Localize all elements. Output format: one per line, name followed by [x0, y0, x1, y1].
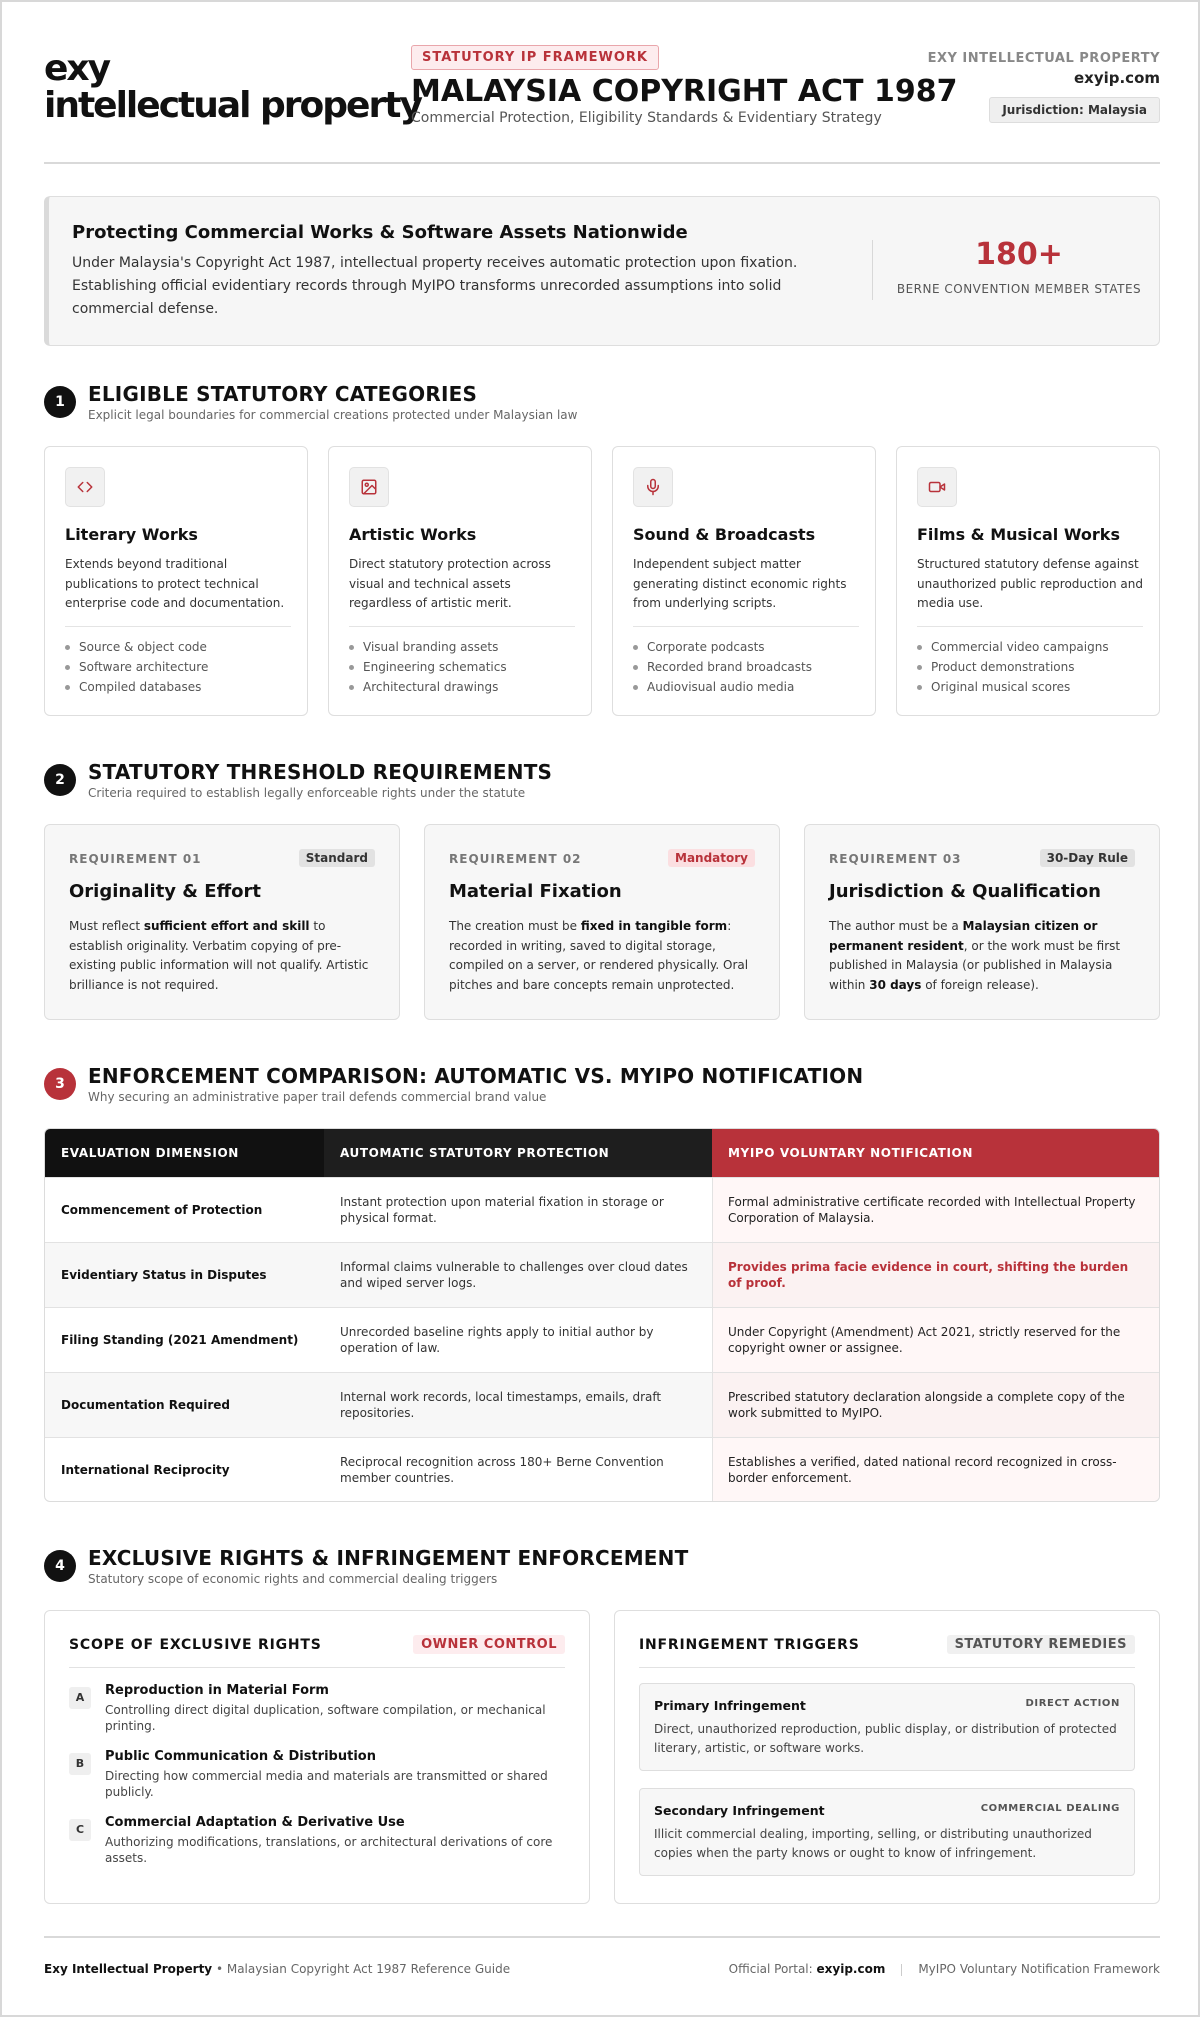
card-description: Structured statutory defense against unauthorized public reproduction and media use. [917, 557, 1144, 610]
table-cell: Internal work records, local timestamps, emails, draft repositories. [340, 1390, 662, 1420]
category-card-films [896, 446, 1160, 716]
card-list [65, 637, 208, 697]
section-subtitle: Statutory scope of economic rights and commercial dealing triggers [88, 1572, 498, 1586]
list-item: Commercial video campaigns [917, 637, 1109, 657]
table-cell: Documentation Required [61, 1398, 230, 1412]
requirement-card-originality [44, 824, 400, 1020]
list-item: Software architecture [65, 657, 208, 677]
requirement-description: The creation must be fixed in tangible form: recorded in writing, saved to digital storage, compiled on a server, or rendered physically. Oral pitches and bare concepts remain unprotected. [449, 919, 749, 992]
category-card-literary [44, 446, 308, 716]
requirement-title: Jurisdiction & Qualification [829, 881, 1101, 902]
right-item [69, 1683, 565, 1743]
table-cell: Under Copyright (Amendment) Act 2021, strictly reserved for the copyright owner or assignee. [728, 1325, 1121, 1355]
card-description: Direct statutory protection across visual and technical assets regardless of artistic merit. [349, 557, 551, 610]
table-cell: Provides prima facie evidence in court, shifting the burden of proof. [728, 1260, 1129, 1290]
footer-right [729, 1962, 1160, 1976]
requirement-cards [44, 824, 1160, 1020]
list-item: Source & object code [65, 637, 208, 657]
panel-divider [69, 1667, 565, 1668]
trigger-title: Primary Infringement [654, 1698, 806, 1713]
table-header: EVALUATION DIMENSION [45, 1129, 324, 1177]
item-letter: C [69, 1819, 91, 1841]
framework-tag: STATUTORY IP FRAMEWORK [411, 45, 659, 70]
requirement-label: REQUIREMENT 03 [829, 852, 962, 866]
trigger-description: Direct, unauthorized reproduction, public display, or distribution of protected literary, artistic, or software works. [654, 1722, 1117, 1755]
card-description: Independent subject matter generating distinct economic rights from underlying scripts. [633, 557, 847, 610]
logo-line-1: exy [44, 48, 110, 89]
intro-banner [44, 196, 1160, 346]
list-item: Visual branding assets [349, 637, 507, 657]
footer-guide-text: • Malaysian Copyright Act 1987 Reference Guide [212, 1962, 511, 1976]
card-description: Extends beyond traditional publications to protect technical enterprise code and documentation. [65, 557, 285, 610]
stat-label: BERNE CONVENTION MEMBER STATES [896, 282, 1142, 296]
footer-left [44, 1962, 510, 1976]
table-cell: Informal claims vulnerable to challenges over cloud dates and wiped server logs. [340, 1260, 688, 1290]
table-cell: Formal administrative certificate recorded with Intellectual Property Corporation of Malaysia. [728, 1195, 1136, 1225]
footer-portal-label: Official Portal: [728, 1962, 817, 1976]
requirement-label: REQUIREMENT 01 [69, 852, 202, 866]
logo-line-2: intellectual property [44, 85, 421, 126]
page-subtitle: Commercial Protection, Eligibility Standards & Evidentiary Strategy [411, 110, 882, 126]
code-icon [65, 467, 105, 507]
item-description: Authorizing modifications, translations, or architectural derivations of core assets. [105, 1835, 553, 1865]
list-item: Product demonstrations [917, 657, 1109, 677]
section-title: EXCLUSIVE RIGHTS & INFRINGEMENT ENFORCEMENT [88, 1546, 689, 1570]
panel-heading: INFRINGEMENT TRIGGERS [639, 1637, 860, 1653]
intro-divider [872, 240, 873, 300]
requirement-title: Originality & Effort [69, 881, 261, 902]
comparison-table [44, 1128, 1160, 1502]
table-row [45, 1242, 1160, 1307]
section-number: 4 [44, 1550, 76, 1582]
section-number: 3 [44, 1068, 76, 1100]
list-item: Original musical scores [917, 677, 1109, 697]
infringement-trigger [639, 1683, 1135, 1771]
item-description: Directing how commercial media and materials are transmitted or shared publicly. [105, 1769, 548, 1799]
item-letter: B [69, 1753, 91, 1775]
requirement-title: Material Fixation [449, 881, 622, 902]
table-cell: Reciprocal recognition across 180+ Berne Convention member countries. [340, 1455, 664, 1485]
table-row [45, 1307, 1160, 1372]
footer-framework-text: MyIPO Voluntary Notification Framework [918, 1962, 1160, 1976]
category-cards [44, 446, 1160, 716]
item-title: Commercial Adaptation & Derivative Use [105, 1815, 405, 1830]
requirement-description: The author must be a Malaysian citizen or permanent resident, or the work must be first published in Malaysia (or published in Malaysia within 30 days of foreign release). [829, 919, 1121, 992]
table-row [45, 1437, 1160, 1502]
infringement-trigger [639, 1788, 1135, 1876]
right-item [69, 1815, 565, 1875]
card-list [917, 637, 1109, 697]
panel-divider [639, 1667, 1135, 1668]
card-title: Artistic Works [349, 525, 477, 544]
table-row [45, 1177, 1160, 1242]
trigger-description: Illicit commercial dealing, importing, selling, or distributing unauthorized copies when the party knows or ought to know of infringement. [654, 1827, 1092, 1860]
exclusive-rights-panel [44, 1610, 590, 1904]
table-cell: Establishes a verified, dated national record recognized in cross-border enforcement. [728, 1455, 1117, 1485]
table-cell: Commencement of Protection [61, 1203, 263, 1217]
section-2-header [44, 762, 1160, 808]
item-title: Public Communication & Distribution [105, 1749, 376, 1764]
trigger-badge: DIRECT ACTION [1025, 1698, 1120, 1709]
header [44, 42, 1160, 164]
card-title: Literary Works [65, 525, 198, 544]
video-camera-icon [917, 467, 957, 507]
footer-portal-link[interactable]: exyip.com [816, 1962, 886, 1976]
section-3-header [44, 1066, 1160, 1112]
trigger-badge: COMMERCIAL DEALING [980, 1803, 1120, 1814]
section-subtitle: Explicit legal boundaries for commercial creations protected under Malaysian law [88, 408, 578, 422]
requirement-badge: 30-Day Rule [1040, 849, 1135, 867]
section-4-header [44, 1548, 1160, 1594]
section-title: ELIGIBLE STATUTORY CATEGORIES [88, 382, 478, 406]
category-card-sound [612, 446, 876, 716]
table-cell: Filing Standing (2021 Amendment) [61, 1333, 299, 1347]
card-divider [349, 626, 575, 627]
trigger-title: Secondary Infringement [654, 1803, 825, 1818]
requirement-badge: Standard [299, 849, 375, 867]
list-item: Compiled databases [65, 677, 208, 697]
section-number: 2 [44, 764, 76, 796]
right-item [69, 1749, 565, 1809]
requirement-card-fixation [424, 824, 780, 1020]
requirement-label: REQUIREMENT 02 [449, 852, 582, 866]
section-subtitle: Why securing an administrative paper trail defends commercial brand value [88, 1090, 547, 1104]
microphone-icon [633, 467, 673, 507]
footer-brand: Exy Intellectual Property [44, 1962, 213, 1976]
list-item: Audiovisual audio media [633, 677, 812, 697]
firm-website[interactable]: exyip.com [1073, 69, 1160, 87]
table-row [45, 1372, 1160, 1437]
card-title: Films & Musical Works [917, 525, 1120, 544]
table-cell: Prescribed statutory declaration alongside a complete copy of the work submitted to MyIPO. [728, 1390, 1125, 1420]
card-title: Sound & Broadcasts [633, 525, 816, 544]
section-subtitle: Criteria required to establish legally enforceable rights under the statute [88, 786, 526, 800]
card-divider [633, 626, 859, 627]
section-title: ENFORCEMENT COMPARISON: AUTOMATIC VS. MYIPO NOTIFICATION [88, 1064, 864, 1088]
infringement-panel [614, 1610, 1160, 1904]
list-item: Recorded brand broadcasts [633, 657, 812, 677]
table-header: AUTOMATIC STATUTORY PROTECTION [324, 1129, 712, 1177]
image-icon [349, 467, 389, 507]
table-cell: Evidentiary Status in Disputes [61, 1268, 267, 1282]
requirement-card-jurisdiction [804, 824, 1160, 1020]
card-list [349, 637, 507, 697]
logo [44, 48, 421, 126]
page-title: MALAYSIA COPYRIGHT ACT 1987 [411, 74, 958, 109]
firm-name: EXY INTELLECTUAL PROPERTY [927, 51, 1160, 66]
item-description: Controlling direct digital duplication, software compilation, or mechanical printing. [105, 1703, 546, 1733]
card-divider [917, 626, 1143, 627]
section-1-header [44, 384, 1160, 430]
intro-heading: Protecting Commercial Works & Software Assets Nationwide [72, 222, 688, 243]
panel-badge: STATUTORY REMEDIES [947, 1635, 1135, 1654]
stat-value: 180+ [975, 237, 1063, 272]
card-list [633, 637, 812, 697]
jurisdiction-badge: Jurisdiction: Malaysia [989, 97, 1160, 123]
category-card-artistic [328, 446, 592, 716]
list-item: Corporate podcasts [633, 637, 812, 657]
item-letter: A [69, 1687, 91, 1709]
intro-body: Under Malaysia's Copyright Act 1987, intellectual property receives automatic protection upon fixation. Establishing official evidentiary records through MyIPO transforms unrecorded assumptions into solid commercial defense. [72, 255, 798, 317]
section-number: 1 [44, 386, 76, 418]
footer [44, 1936, 1160, 1986]
footer-divider [901, 1964, 902, 1976]
table-header: MYIPO VOLUNTARY NOTIFICATION [712, 1129, 1160, 1177]
requirement-description: Must reflect sufficient effort and skill to establish originality. Verbatim copying of pre-existing public information will not qualify. Artistic brilliance is not required. [69, 919, 369, 992]
table-cell: Unrecorded baseline rights apply to initial author by operation of law. [340, 1325, 654, 1355]
section-title: STATUTORY THRESHOLD REQUIREMENTS [88, 760, 553, 784]
table-cell: Instant protection upon material fixation in storage or physical format. [340, 1195, 664, 1225]
list-item: Engineering schematics [349, 657, 507, 677]
panel-heading: SCOPE OF EXCLUSIVE RIGHTS [69, 1637, 322, 1653]
requirement-badge: Mandatory [668, 849, 755, 867]
item-title: Reproduction in Material Form [105, 1683, 329, 1698]
panel-badge: OWNER CONTROL [413, 1635, 565, 1654]
table-cell: International Reciprocity [61, 1463, 230, 1477]
list-item: Architectural drawings [349, 677, 507, 697]
card-divider [65, 626, 291, 627]
